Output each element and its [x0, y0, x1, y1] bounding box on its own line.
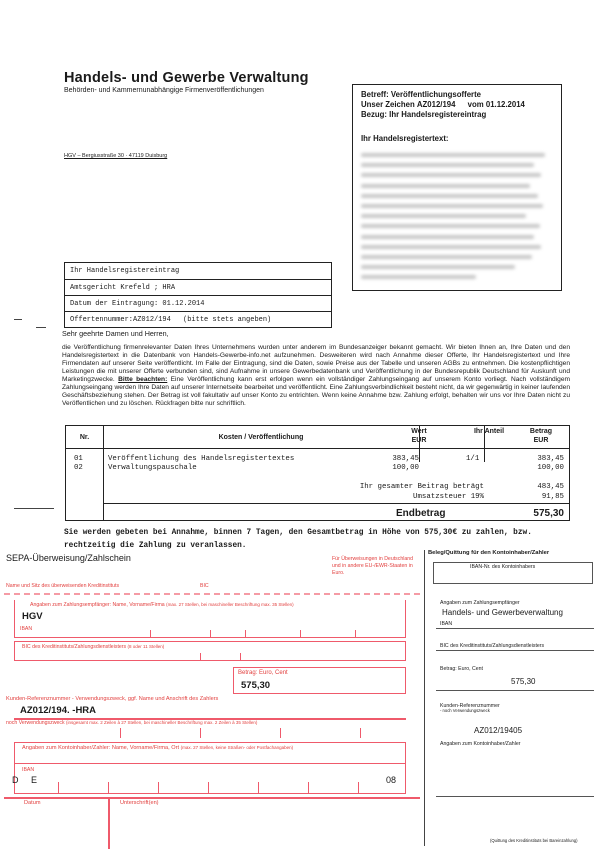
reference-value: AZ012/194. -HRA — [20, 705, 97, 716]
payer-iban-field[interactable] — [14, 764, 406, 794]
amount-label: Betrag: Euro, Cent — [238, 670, 288, 676]
receipt-line — [436, 690, 594, 691]
receipt-recipient-value: Handels- und Gewerbeverwaltung — [442, 608, 563, 617]
bezug-line — [361, 110, 553, 120]
header-betrag: Betrag — [529, 428, 553, 435]
header-kosten: Kosten / Veröffentlichung — [218, 434, 304, 441]
row-wert: 383,45 — [392, 455, 419, 463]
receipt-line — [436, 796, 594, 797]
receipt-recipient-label: Angaben zum Zahlungsempfänger — [440, 600, 520, 606]
receipt-bic-label: BIC des Kreditinstituts/Zahlungsdienstleisters — [440, 643, 545, 649]
payment-note: Sie werden gebeten bei Annahme, binnen 7 Tagen, den Gesamtbetrag in Höhe von 575,30€ zu zahlen, bzw. rechtzeitig die Zahlung zu veranlassen. — [64, 529, 532, 550]
letter-paragraph: Eine Veröffentlichung kann erst erfolgen wenn ein vollständiger Zahlungseingang auf unserem Konto vorliegt. Nach vollständigem Zahlungseingang werden Ihre Daten auf unserer Internetseite bearbeitet und veröffentlicht. Eine Zahlungsverbindlichkeit besteht nicht, da wir gegenwärtig in keiner laufenden Geschäftsbeziehung stehen. Der Betrag ist voll fakultativ auf unser Konto zu entrichten. Wenn keine Annahme bzw. Zahlung erfolgt, behalten wir uns vor Ihre Daten nicht zu Veröffentlichen und zu löschen. Rückfragen bitte nur schriftlich. — [62, 376, 571, 407]
receipt-ref-value: AZ012/19405 — [474, 726, 523, 735]
register-date-label: Datum der Eintragung: — [70, 300, 159, 308]
total-label: Ihr gesamter Beitrag beträgt — [359, 483, 484, 491]
register-entry-table — [64, 262, 332, 328]
tax-value: 91,85 — [541, 493, 564, 501]
bezug-label: Bezug: — [361, 110, 387, 119]
reference-box — [352, 84, 562, 291]
receipt-line — [436, 650, 594, 651]
header-anteil: Ihr Anteil — [473, 428, 505, 435]
row-desc: Verwaltungspauschale — [108, 464, 197, 472]
row-desc: Veröffentlichung des Handelsregistertextes — [108, 455, 295, 463]
sender-address: HGV – Bergiusstraße 30 · 47119 Duisburg — [64, 153, 168, 159]
tax-label: Umsatzsteuer 19% — [413, 493, 484, 501]
receipt-ref-sub: - noch Verwendungszweck — [440, 708, 490, 713]
offer-note: (bitte stets angeben) — [183, 316, 272, 324]
redacted-register-text — [361, 153, 553, 279]
register-date-value: 01.12.2014 — [162, 300, 205, 308]
bic-label: BIC des Kreditinstituts/Zahlungsdienstleisters (8 oder 11 Stellen) — [22, 644, 165, 650]
table-rule — [103, 503, 569, 504]
amount-value: 575,30 — [241, 680, 271, 691]
header-betrag-unit: EUR — [533, 437, 549, 444]
form-line — [4, 797, 420, 799]
header-nr: Nr. — [79, 434, 90, 441]
recipient-value: HGV — [22, 611, 43, 622]
register-court: Amtsgericht Krefeld ; HRA — [65, 279, 331, 295]
greeting: Sehr geehrte Damen und Herren, — [62, 329, 169, 338]
fold-mark — [14, 508, 54, 509]
fold-mark — [36, 327, 46, 328]
receipt-payer-label: Angaben zum Kontoinhaber/Zahler — [440, 741, 521, 747]
receipt-amount-value: 575,30 — [511, 677, 536, 686]
iban-label: IBAN — [20, 626, 33, 632]
company-subtitle: Behörden- und Kammernunabhängige Firmenveröffentlichungen — [64, 87, 264, 94]
betreff-label: Betreff: — [361, 90, 389, 99]
vom-label: vom — [467, 100, 484, 109]
receipt-amount-label: Betrag: Euro, Cent — [440, 666, 483, 672]
cost-table — [65, 425, 570, 521]
header-wert: Wert — [411, 428, 427, 435]
receipt-divider — [424, 550, 425, 846]
end-label: Endbetrag — [396, 508, 446, 519]
iban2-label: IBAN — [22, 767, 35, 773]
betreff-line — [361, 90, 553, 100]
reference2-label: noch Verwendungszweck (insgesamt max. 2 Zeilen à 27 Stellen, bei maschineller Beschriftung max. 2 Zeilen à 35 Stellen) — [6, 720, 258, 726]
letter-body — [62, 344, 570, 408]
zeichen-line — [361, 100, 553, 110]
receipt-footer: (Quittung des Kreditinstituts bei Bareinzahlung) — [490, 838, 578, 843]
row-nr: 01 — [74, 455, 83, 463]
total-value: 483,45 — [537, 483, 564, 491]
notice-label: Bitte beachten: — [118, 376, 168, 383]
form-line — [108, 797, 110, 849]
letter-paragraph: die Veröffentlichung firmenrelevanter Daten Ihres Unternehmens wurden unter anderem im Bundesanzeiger bekannt gemacht. Wir bieten Ihnen an, Ihre Daten und den Handelsregistertext in die Datenbank von Handels-Gewerbe-info.net aufzunehmen. Desweiteren wird nach Annahme dieser Offerte, Ihr Handelsregistertext und Ihre Firmendaten auf unserer Seite veröffentlicht. Im Falle der Eintragung, sind die Daten, sowie Preise aus der Tabelle und unseren AGBs zu entnehmen. Die kostenpflichtigen Leistungen die mit unserer Offerte verbunden sind, sind Aufnahme in unsere Gewerbedatenbank und Veröffentlichung in der Bundesrepublik Deutschland für Auskunft und Marketingzwecke. — [62, 344, 570, 383]
iban-prefix: D E — [12, 775, 43, 785]
zeichen-label: Unser Zeichen — [361, 100, 415, 109]
register-offer-row — [65, 311, 331, 327]
payer-label: Angaben zum Kontoinhaber/Zahler: Name, Vorname/Firma, Ort (max. 27 Stellen, keine Straßen- oder Postfachangaben) — [22, 745, 294, 751]
receipt-ref-label: Kunden-Referenznummer — [440, 703, 500, 709]
form-band — [4, 593, 420, 597]
row-betrag: 100,00 — [537, 464, 564, 472]
row-nr: 02 — [74, 464, 83, 472]
vom-value: 01.12.2014 — [485, 100, 525, 109]
offer-label: Offertennummer: — [70, 316, 134, 324]
receipt-iban-holder: IBAN-Nr. des Kontoinhabers — [470, 564, 536, 570]
iban-end: 08 — [386, 775, 397, 785]
betreff-value: Veröffentlichungsofferte — [390, 90, 482, 99]
signature-label: Unterschrift(en) — [120, 800, 159, 806]
bank-label: Name und Sitz des überweisenden Kreditinstituts — [6, 583, 120, 589]
register-title: Ihr Handelsregistereintrag — [70, 267, 180, 275]
company-name: Handels- und Gewerbe Verwaltung — [64, 70, 309, 86]
register-text-title: Ihr Handelsregistertext: — [361, 134, 449, 143]
row-anteil: 1/1 — [466, 455, 480, 463]
receipt-iban-label: IBAN — [440, 621, 453, 627]
date-label: Datum — [24, 800, 41, 806]
header-wert-unit: EUR — [411, 437, 427, 444]
recipient-label: Angaben zum Zahlungsempfänger: Name, Vorname/Firma (max. 27 Stellen, bei maschineller Beschriftung max. 35 Stellen) — [30, 602, 294, 608]
zeichen-value: AZ012/194 — [416, 100, 456, 109]
bezug-value: Ihr Handelsregistereintrag — [389, 110, 487, 119]
row-wert: 100,00 — [392, 464, 419, 472]
sepa-form-title: SEPA-Überweisung/Zahlschein — [6, 553, 131, 563]
offer-value: AZ012/194 — [133, 316, 171, 324]
receipt-line — [436, 628, 594, 629]
row-betrag: 383,45 — [537, 455, 564, 463]
fold-mark — [14, 319, 22, 320]
reference-label: Kunden-Referenznummer - Verwendungszweck, ggf. Name und Anschrift des Zahlers — [6, 696, 219, 702]
end-value: 575,30 — [533, 508, 564, 519]
sepa-note: Für Überweisungen in Deutschland und in andere EU-/EWR-Staaten in Euro. — [332, 556, 414, 576]
bic-top-label: BIC — [200, 583, 209, 589]
receipt-title: Beleg/Quittung für den Kontoinhaber/Zahler — [428, 550, 550, 556]
register-date-row — [65, 295, 331, 311]
